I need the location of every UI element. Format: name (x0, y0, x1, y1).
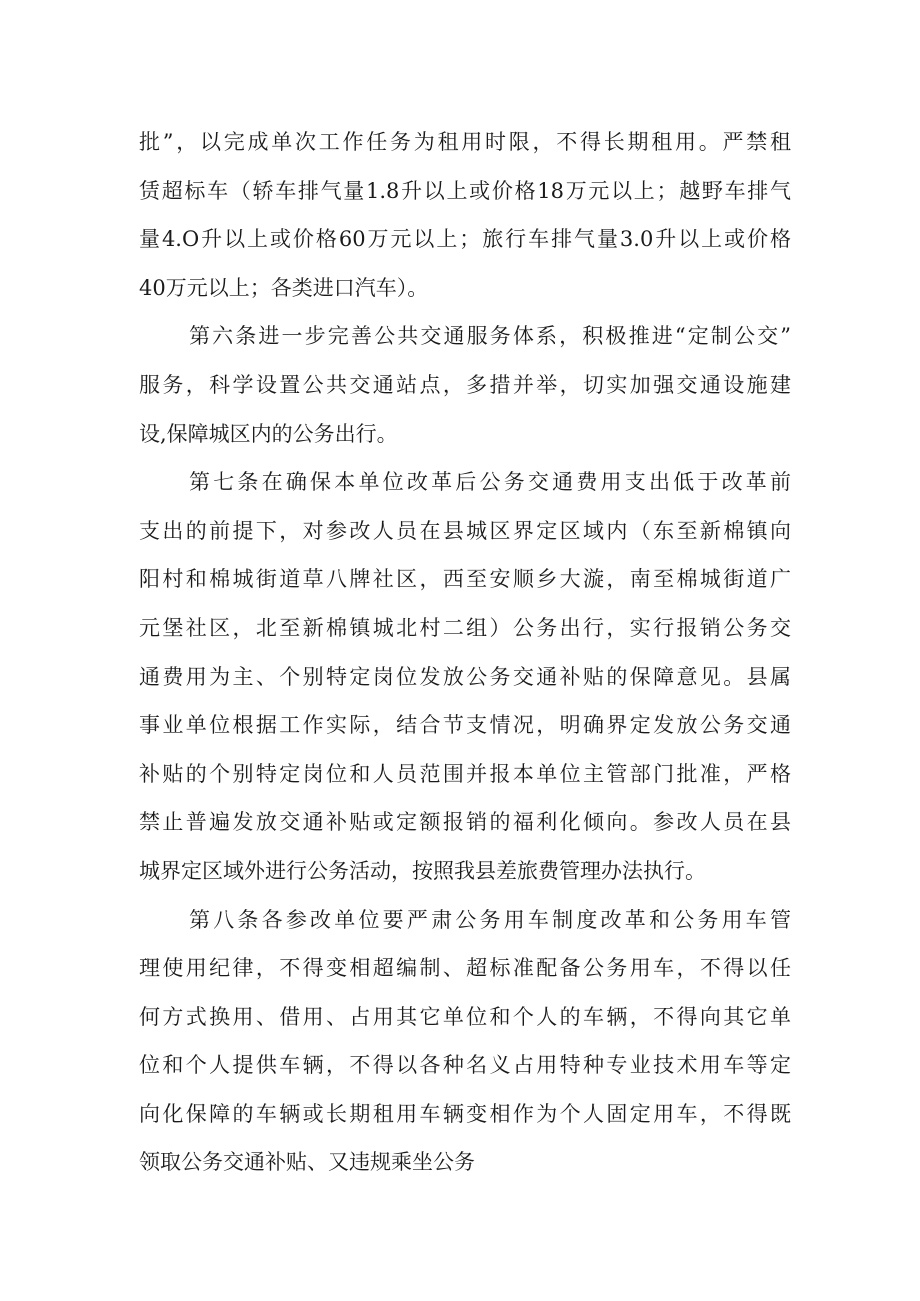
text-line: 向化保障的车辆或长期租用车辆变相作为个人固定用车，不得既 (139, 1101, 791, 1126)
text-line: 40万元以上；各类进口汽车）。 (139, 275, 429, 300)
text-line: 服务，科学设置公共交通站点，多措并举，切实加强交通设施建 (139, 372, 791, 397)
text-line: 设,保障城区内的公务出行。 (139, 421, 398, 446)
text-line: 理使用纪律，不得变相超编制、超标准配备公务用车，不得以任 (139, 956, 791, 981)
text-line: 批”，以完成单次工作任务为租用时限，不得长期租用。严禁租 (139, 130, 791, 154)
text-line: 禁止普遍发放交通补贴或定额报销的福利化倾向。参改人员在县 (139, 810, 791, 835)
text-line: 支出的前提下，对参改人员在县城区界定区域内（东至新棉镇向 (139, 518, 791, 543)
text-line: 城界定区域外进行公务活动，按照我县差旅费管理办法执行。 (139, 858, 706, 883)
text-line: 通费用为主、个别特定岗位发放公务交通补贴的保障意见。县属 (139, 664, 791, 689)
text-line: 阳村和棉城街道草八牌社区，西至安顺乡大漩，南至棉城街道广 (139, 567, 791, 592)
text-line: 补贴的个别特定岗位和人员范围并报本单位主管部门批准，严格 (139, 761, 791, 786)
text-line: 位和个人提供车辆，不得以各种名义占用特种专业技术用车等定 (139, 1053, 791, 1078)
paragraph-article-6 (139, 312, 791, 458)
paragraph-article-8 (139, 896, 791, 1188)
text-line: 何方式换用、借用、占用其它单位和个人的车辆，不得向其它单 (139, 1004, 791, 1029)
text-line: 第七条在确保本单位改革后公务交通费用支出低于改革前 (189, 470, 791, 495)
text-line: 元堡社区，北至新棉镇城北村二组）公务出行，实行报销公务交 (139, 615, 791, 640)
paragraph-continuation (139, 118, 791, 312)
text-line: 第八条各参改单位要严肃公务用车制度改革和公务用车管 (189, 907, 791, 932)
body-text (139, 118, 791, 1187)
text-line: 第六条进一步完善公共交通服务体系，积极推进“定制公交” (189, 324, 791, 349)
text-line: 事业单位根据工作实际，结合节支情况，明确界定发放公务交通 (139, 713, 791, 738)
paragraph-article-7 (139, 458, 791, 895)
text-line: 量4.O升以上或价格60万元以上；旅行车排气量3.0升以上或价格 (139, 227, 791, 252)
text-line: 赁超标车（轿车排气量1.8升以上或价格18万元以上；越野车排气 (139, 178, 791, 203)
text-line: 领取公务交通补贴、又违规乘坐公务 (139, 1150, 475, 1175)
